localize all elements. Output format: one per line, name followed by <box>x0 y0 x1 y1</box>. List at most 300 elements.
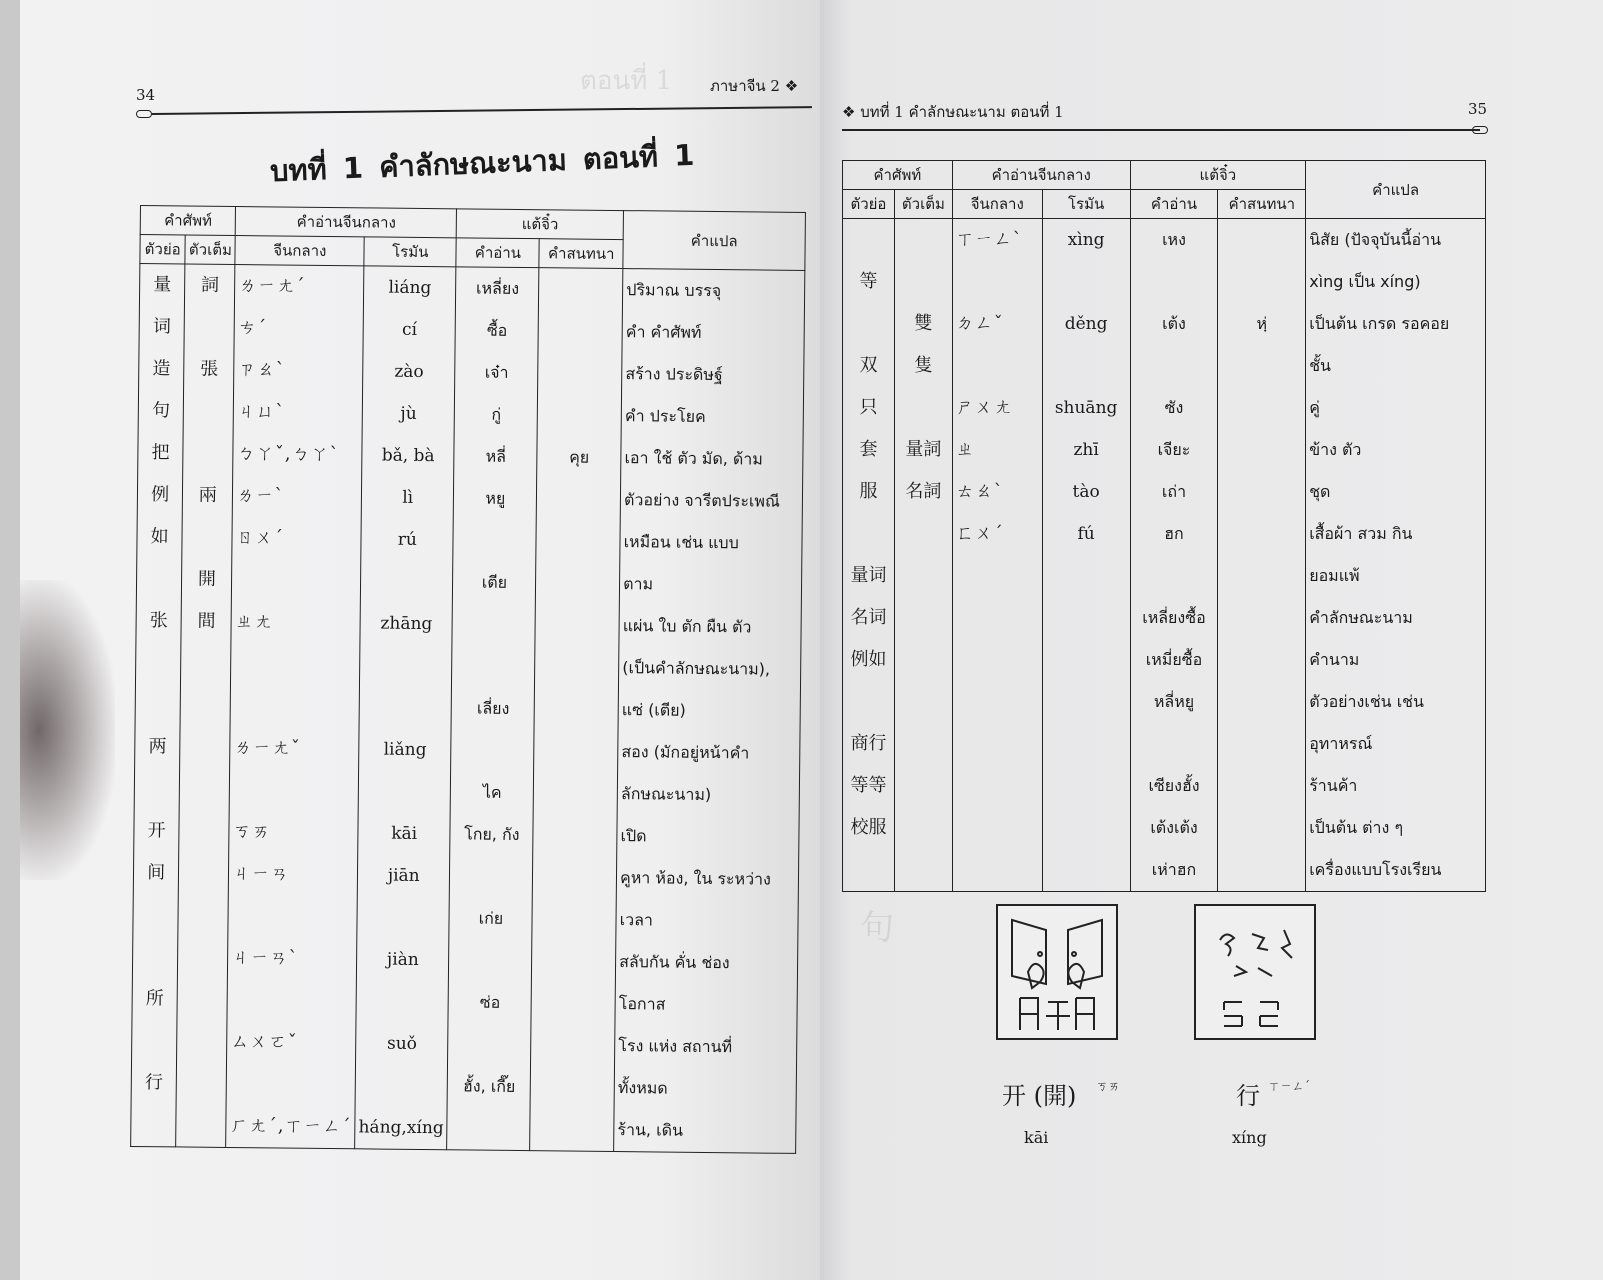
translation-line: เหมือน เช่น แบบ <box>623 532 739 553</box>
row-spacer <box>135 1020 174 1062</box>
illustration-roman-kai: kāi <box>1024 1128 1049 1147</box>
row-spacer <box>846 513 891 555</box>
row-spacer <box>232 895 354 938</box>
translation-line: คำ คำศัพท์ <box>625 322 702 342</box>
teochew-cell <box>458 351 535 394</box>
abbr-text: 所 <box>145 988 164 1010</box>
teochew-cell <box>1134 597 1215 639</box>
teochew-cell <box>1134 765 1215 807</box>
abbr-text: 双 <box>859 355 878 376</box>
translation-cell <box>1309 639 1482 681</box>
abbr-text: 只 <box>859 397 878 418</box>
teochew-text: ไค <box>482 782 502 802</box>
header-colloquial: คำสนทนา <box>1218 190 1306 219</box>
bopomofo-cell <box>233 727 356 812</box>
translation-line: โอกาส <box>618 994 666 1014</box>
bopomofo-cell <box>232 853 355 938</box>
roman-text: háng,xíng <box>358 1117 444 1139</box>
teochew-cell <box>457 477 534 562</box>
teochew-cell <box>451 981 528 1066</box>
teochew-cell <box>1134 807 1215 849</box>
translation-cell <box>1309 513 1482 597</box>
teochew-text: โกย, กัง <box>464 824 520 845</box>
bopomofo-cell <box>238 265 360 308</box>
translation-cell <box>1309 849 1482 891</box>
translation-line: คำลักษณะนาม <box>1309 608 1413 627</box>
roman-cell <box>360 938 446 1023</box>
abbr-text: 量 <box>153 274 172 296</box>
bopomofo-cell <box>956 513 1039 597</box>
header-bopomofo: จีนกลาง <box>235 236 364 266</box>
row-spacer <box>454 729 531 772</box>
roman-text: cí <box>401 319 418 340</box>
teochew-text: เต้งเต้ง <box>1150 818 1198 837</box>
teochew-text: หยู <box>485 488 506 508</box>
teochew-text: เจียะ <box>1157 440 1191 459</box>
bopomofo-cell <box>236 475 358 518</box>
abbr-cell <box>846 555 891 597</box>
roman-cell <box>367 266 453 309</box>
roman-cell <box>361 812 447 855</box>
teochew-cell <box>455 561 532 688</box>
bopomofo-cell <box>235 517 358 602</box>
row-spacer <box>452 939 529 982</box>
abbr-cell <box>846 639 891 723</box>
bopomofo-text: ㄊㄠˋ <box>955 481 1004 502</box>
translation-cell <box>621 731 797 817</box>
teochew-cell <box>454 687 531 772</box>
translation-cell <box>1309 765 1482 807</box>
header-reading: คำอ่าน <box>456 238 539 268</box>
row-spacer <box>234 643 356 686</box>
abbr-text: 开 <box>147 820 166 842</box>
translation-line: เวลา <box>619 910 654 930</box>
row-spacer <box>184 684 228 726</box>
full-cell <box>188 307 232 349</box>
row-spacer <box>235 559 357 602</box>
doors-drawing <box>998 906 1116 1038</box>
roman-text: lì <box>402 487 414 508</box>
abbr-cell <box>136 852 175 936</box>
abbr-cell <box>846 765 891 807</box>
colloquial-cell <box>1221 387 1302 429</box>
row-spacer <box>1134 555 1215 597</box>
teochew-text: ซื้อ <box>486 320 508 340</box>
teochew-text: เตีย <box>481 572 508 592</box>
full-cell <box>898 471 949 513</box>
header-teochew: แต้จิ๋ว <box>457 209 624 240</box>
bopomofo-text: ㄌㄧㄤˊ <box>238 275 306 297</box>
colloquial-cell <box>1221 303 1302 345</box>
roman-cell <box>364 518 450 603</box>
abbr-text: 等等 <box>850 775 887 796</box>
translation-line: เป็นต้น ต่าง ๆ <box>1309 818 1404 837</box>
colloquial-cell <box>540 520 617 563</box>
roman-text: jiàn <box>386 949 419 970</box>
teochew-cell <box>452 897 529 982</box>
abbr-cell <box>143 306 182 348</box>
header-full: ตัวเต็ม <box>894 190 952 219</box>
roman-cell <box>363 602 450 729</box>
abbr-cell <box>143 264 182 306</box>
roman-text: zào <box>394 361 424 382</box>
bopomofo-cell <box>237 391 359 434</box>
colloquial-cell <box>1221 219 1302 261</box>
bopomofo-text: ㄙㄨㄛˇ <box>230 1030 298 1053</box>
translation-column <box>1306 219 1486 892</box>
header-word: คำศัพท์ <box>140 206 236 236</box>
roman-cell <box>359 1022 445 1107</box>
translation-cell <box>1309 429 1482 471</box>
abbr-cell <box>142 390 181 432</box>
row-spacer <box>1046 345 1127 387</box>
illustration-bopomofo-xing: ㄒㄧㄥˊ <box>1268 1079 1311 1093</box>
full-cell <box>184 600 228 684</box>
translation-cell <box>622 605 798 733</box>
page-shadow <box>20 580 115 880</box>
header-bopomofo: จีนกลาง <box>952 190 1042 219</box>
full-text: 開 <box>197 568 217 590</box>
abbr-cell <box>846 345 891 387</box>
translation-line: เสื้อผ้า สวม กิน <box>1309 524 1413 543</box>
row-spacer <box>184 642 228 684</box>
row-spacer <box>183 726 227 768</box>
header-mandarin: คำอ่านจีนกลาง <box>236 207 457 238</box>
colloquial-column <box>530 268 623 1152</box>
teochew-text: เหง <box>1162 230 1186 249</box>
roman-cell <box>367 308 453 351</box>
header-full: ตัวเต็ม <box>185 235 235 265</box>
roman-text: tào <box>1072 482 1100 502</box>
header-roman: โรมัน <box>364 237 456 267</box>
abbr-text: 把 <box>151 442 170 464</box>
teochew-cell <box>1134 849 1215 891</box>
colloquial-text: หฺ่ <box>1256 314 1268 333</box>
row-spacer <box>139 684 178 726</box>
row-spacer <box>362 770 448 813</box>
row-spacer <box>542 268 619 311</box>
abbr-cell <box>140 516 179 600</box>
translation-line: เอา ใช้ ตัว มัด, ด้าม <box>624 448 764 469</box>
row-spacer <box>540 478 617 521</box>
roman-cell <box>365 476 451 519</box>
row-spacer <box>364 560 450 603</box>
abbr-text: 句 <box>151 400 171 422</box>
row-spacer <box>234 685 356 728</box>
full-cell <box>185 558 229 600</box>
bopomofo-text: ㄉㄥˇ <box>955 313 1004 334</box>
translation-line: (เป็นคำลักษณะนาม), <box>622 658 771 679</box>
full-cell <box>898 303 949 345</box>
row-spacer <box>541 352 618 395</box>
translation-cell <box>1309 681 1482 765</box>
row-spacer <box>956 261 1039 303</box>
rule-ornament <box>136 110 152 118</box>
bopomofo-cell <box>231 937 354 1022</box>
row-spacer <box>846 303 891 345</box>
row-spacer <box>186 516 230 558</box>
full-cell <box>898 345 949 387</box>
full-text: 詞 <box>200 274 220 296</box>
row-spacer <box>363 644 449 687</box>
show-through-text: 句 <box>860 908 894 948</box>
translation-line: ทั้งหมด <box>617 1078 668 1098</box>
bopomofo-cell <box>238 307 360 350</box>
row-spacer <box>451 1023 528 1066</box>
translation-line: ชุด <box>1309 482 1331 501</box>
header-reading: คำอ่าน <box>1130 190 1218 219</box>
teochew-cell <box>458 393 535 436</box>
translation-cell <box>617 1109 792 1153</box>
row-spacer <box>1046 597 1127 639</box>
abbr-text: 行 <box>144 1072 164 1094</box>
colloquial-cell <box>1221 345 1302 387</box>
abbr-text: 等 <box>859 271 878 292</box>
row-spacer <box>898 219 949 261</box>
roman-cell <box>1046 303 1127 387</box>
header-mandarin: คำอ่านจีนกลาง <box>952 161 1130 190</box>
full-column <box>894 219 952 892</box>
abbr-column <box>843 219 895 892</box>
header-roman: โรมัน <box>1042 190 1130 219</box>
translation-cell <box>623 521 799 607</box>
table-body <box>131 264 805 1154</box>
roman-cell <box>1046 471 1127 513</box>
abbr-text: 量词 <box>850 565 887 586</box>
abbr-text: 张 <box>149 610 168 632</box>
translation-line: xìng เป็น xíng) <box>1309 272 1421 291</box>
full-cell <box>183 726 227 768</box>
bopomofo-cell <box>230 1021 353 1106</box>
abbr-cell <box>846 807 891 849</box>
roman-cell <box>361 854 447 939</box>
translation-line: อุทาหรณ์ <box>1309 734 1373 753</box>
translation-line: เครื่องแบบโรงเรียน <box>1309 860 1442 879</box>
row-spacer <box>233 769 355 812</box>
teochew-cell <box>1134 681 1215 765</box>
translation-cell <box>618 1025 794 1111</box>
row-spacer <box>1221 261 1302 303</box>
translation-cell <box>1309 387 1482 429</box>
bopomofo-text: ㄗㄠˋ <box>237 359 286 381</box>
teochew-cell <box>454 771 531 814</box>
bopomofo-cell <box>238 349 360 392</box>
full-cell <box>898 219 949 261</box>
bopomofo-text: ㄒㄧㄥˋ <box>955 229 1023 250</box>
row-spacer <box>230 1063 352 1106</box>
full-column <box>176 264 235 1147</box>
translation-line: ตัวอย่างเช่น เช่น <box>1309 692 1424 711</box>
row-spacer <box>1134 345 1215 387</box>
teochew-cell <box>1134 429 1215 471</box>
teochew-text: เซียงฮั้ง <box>1148 776 1200 795</box>
header-word: คำศัพท์ <box>843 161 953 190</box>
crossroads-drawing <box>1196 906 1314 1038</box>
translation-cell <box>624 479 799 523</box>
teochew-cell <box>1134 387 1215 429</box>
abbr-text: 例 <box>151 484 170 506</box>
translation-cell <box>1309 597 1482 639</box>
roman-text: xìng <box>1067 230 1105 250</box>
translation-line: ข้าง ตัว <box>1309 440 1362 459</box>
roman-text: bǎ, bà <box>381 445 435 467</box>
full-cell <box>898 387 949 429</box>
row-spacer <box>360 980 446 1023</box>
translation-line: คำนาม <box>1309 650 1360 669</box>
teochew-cell <box>458 435 535 478</box>
teochew-text: เลี่ยง <box>476 698 510 718</box>
colloquial-column <box>1218 219 1306 892</box>
translation-cell <box>620 815 795 859</box>
bopomofo-text: ㄈㄨˊ <box>955 523 1004 544</box>
roman-text: zhī <box>1073 440 1099 460</box>
bopomofo-text: ㄌㄧㄤˇ <box>233 737 301 759</box>
row-spacer <box>139 642 178 684</box>
abbr-cell <box>846 471 891 555</box>
rule-ornament <box>1472 126 1488 134</box>
teochew-text: เต้ง <box>1162 314 1186 333</box>
teochew-text: เหมี่ยซื้อ <box>1145 650 1203 669</box>
bopomofo-cell <box>956 219 1039 303</box>
row-spacer <box>956 345 1039 387</box>
teochew-text: ฮั้ง, เกี๊ย <box>462 1076 516 1096</box>
colloquial-cell <box>541 394 618 437</box>
roman-column <box>355 266 456 1150</box>
row-spacer <box>1134 723 1215 765</box>
roman-text: zhāng <box>380 613 433 635</box>
full-text: 雙 <box>914 313 933 334</box>
teochew-text: ซ่อ <box>479 992 501 1012</box>
row-spacer <box>455 645 532 688</box>
bopomofo-text: ㄐㄩˋ <box>237 401 286 423</box>
roman-cell <box>1046 429 1127 471</box>
translation-line: คูหา ห้อง, ใน ระหว่าง <box>620 868 772 889</box>
vocab-table <box>130 205 806 1154</box>
abbr-text: 套 <box>859 439 878 460</box>
abbr-text: 服 <box>859 481 878 502</box>
roman-cell <box>366 392 452 435</box>
row-spacer <box>542 310 619 353</box>
abbr-text: 校服 <box>850 817 887 838</box>
translation-cell <box>1309 807 1482 849</box>
teochew-cell <box>459 267 536 310</box>
right-page <box>820 0 1603 1280</box>
row-spacer <box>898 261 949 303</box>
translation-line: ลักษณะนาม) <box>620 784 712 805</box>
translation-line: ร้าน, เดิน <box>617 1120 684 1140</box>
teochew-cell <box>1134 219 1215 303</box>
teochew-text: เห่าฮก <box>1151 860 1197 879</box>
roman-text: jiān <box>387 865 420 886</box>
translation-line: สอง (มักอยู่หน้าคำ <box>621 742 750 763</box>
full-cell <box>188 265 232 307</box>
translation-line: คู่ <box>1309 398 1320 417</box>
show-through-text: ตอนที่ 1 <box>580 66 673 96</box>
teochew-text: หลี่หยู <box>1153 692 1195 711</box>
left-page <box>20 0 820 1280</box>
row-spacer <box>359 1064 445 1107</box>
roman-cell <box>366 350 452 393</box>
translation-cell <box>626 311 801 355</box>
header-rule <box>842 129 1480 131</box>
translation-line: ตาม <box>623 574 654 594</box>
teochew-text: เจ๋า <box>484 362 509 382</box>
abbr-cell <box>139 600 179 726</box>
bopomofo-cell <box>956 471 1039 513</box>
abbr-text: 两 <box>148 736 167 758</box>
full-text: 名詞 <box>905 481 942 502</box>
header-translation: คำแปล <box>1306 161 1486 219</box>
roman-cell <box>1046 597 1127 639</box>
abbr-text: 造 <box>152 358 171 380</box>
row-spacer <box>1046 555 1127 597</box>
teochew-cell <box>1134 513 1215 597</box>
translation-cell <box>625 353 800 397</box>
roman-text: suǒ <box>386 1033 418 1054</box>
roman-text: rú <box>397 529 417 550</box>
bopomofo-cell <box>233 811 355 854</box>
bopomofo-cell <box>234 601 357 728</box>
teochew-cell <box>453 813 530 898</box>
translation-column <box>614 269 805 1154</box>
row-spacer <box>898 387 949 429</box>
translation-cell <box>619 857 795 943</box>
abbr-cell <box>846 387 891 429</box>
abbr-text: 商行 <box>850 733 887 754</box>
abbr-cell <box>141 474 180 516</box>
abbr-cell <box>135 1062 174 1104</box>
row-spacer <box>541 394 618 437</box>
colloquial-cell <box>539 562 616 605</box>
roman-text: fú <box>1077 524 1095 544</box>
translation-line: แซ่ (เตีย) <box>621 700 686 720</box>
translation-cell <box>624 437 799 481</box>
running-head: ❖ บทที่ 1 คำลักษณะนาม ตอนที่ 1 <box>842 103 1064 121</box>
teochew-text: เถ่า <box>1161 482 1187 501</box>
bopomofo-cell <box>237 433 359 476</box>
bopomofo-cell <box>230 1105 352 1148</box>
abbr-text: 名词 <box>850 607 887 628</box>
colloquial-cell <box>1221 261 1302 303</box>
translation-line: คำ ประโยค <box>624 406 706 426</box>
bopomofo-cell <box>956 303 1039 387</box>
row-spacer <box>187 433 231 475</box>
full-cell <box>898 513 949 555</box>
bopomofo-column <box>952 219 1042 892</box>
teochew-text: ซัง <box>1164 398 1184 417</box>
row-spacer <box>898 513 949 555</box>
colloquial-cell <box>540 478 617 521</box>
row-spacer <box>1221 387 1302 429</box>
row-spacer <box>1046 261 1127 303</box>
row-spacer <box>1221 219 1302 261</box>
teochew-cell <box>1134 303 1215 387</box>
colloquial-text: คุย <box>569 447 590 467</box>
translation-cell <box>1309 471 1482 513</box>
translation-line: สลับกัน คั่น ช่อง <box>619 952 730 973</box>
roman-text: jù <box>400 403 417 424</box>
bopomofo-text: ㄐㄧㄢˋ <box>231 947 299 969</box>
header-colloquial: คำสนทนา <box>539 239 623 269</box>
row-spacer <box>846 681 891 723</box>
roman-cell <box>1046 513 1127 597</box>
full-cell <box>898 261 949 303</box>
crossroads-pictograph <box>1194 904 1316 1040</box>
translation-line: นิสัย (ปัจจุบันนี้อ่าน <box>1309 230 1442 249</box>
translation-line: เปิด <box>620 826 647 846</box>
bopomofo-text: ㄏㄤˊ,ㄒㄧㄥˊ <box>229 1114 352 1138</box>
roman-text: shuāng <box>1054 398 1118 418</box>
